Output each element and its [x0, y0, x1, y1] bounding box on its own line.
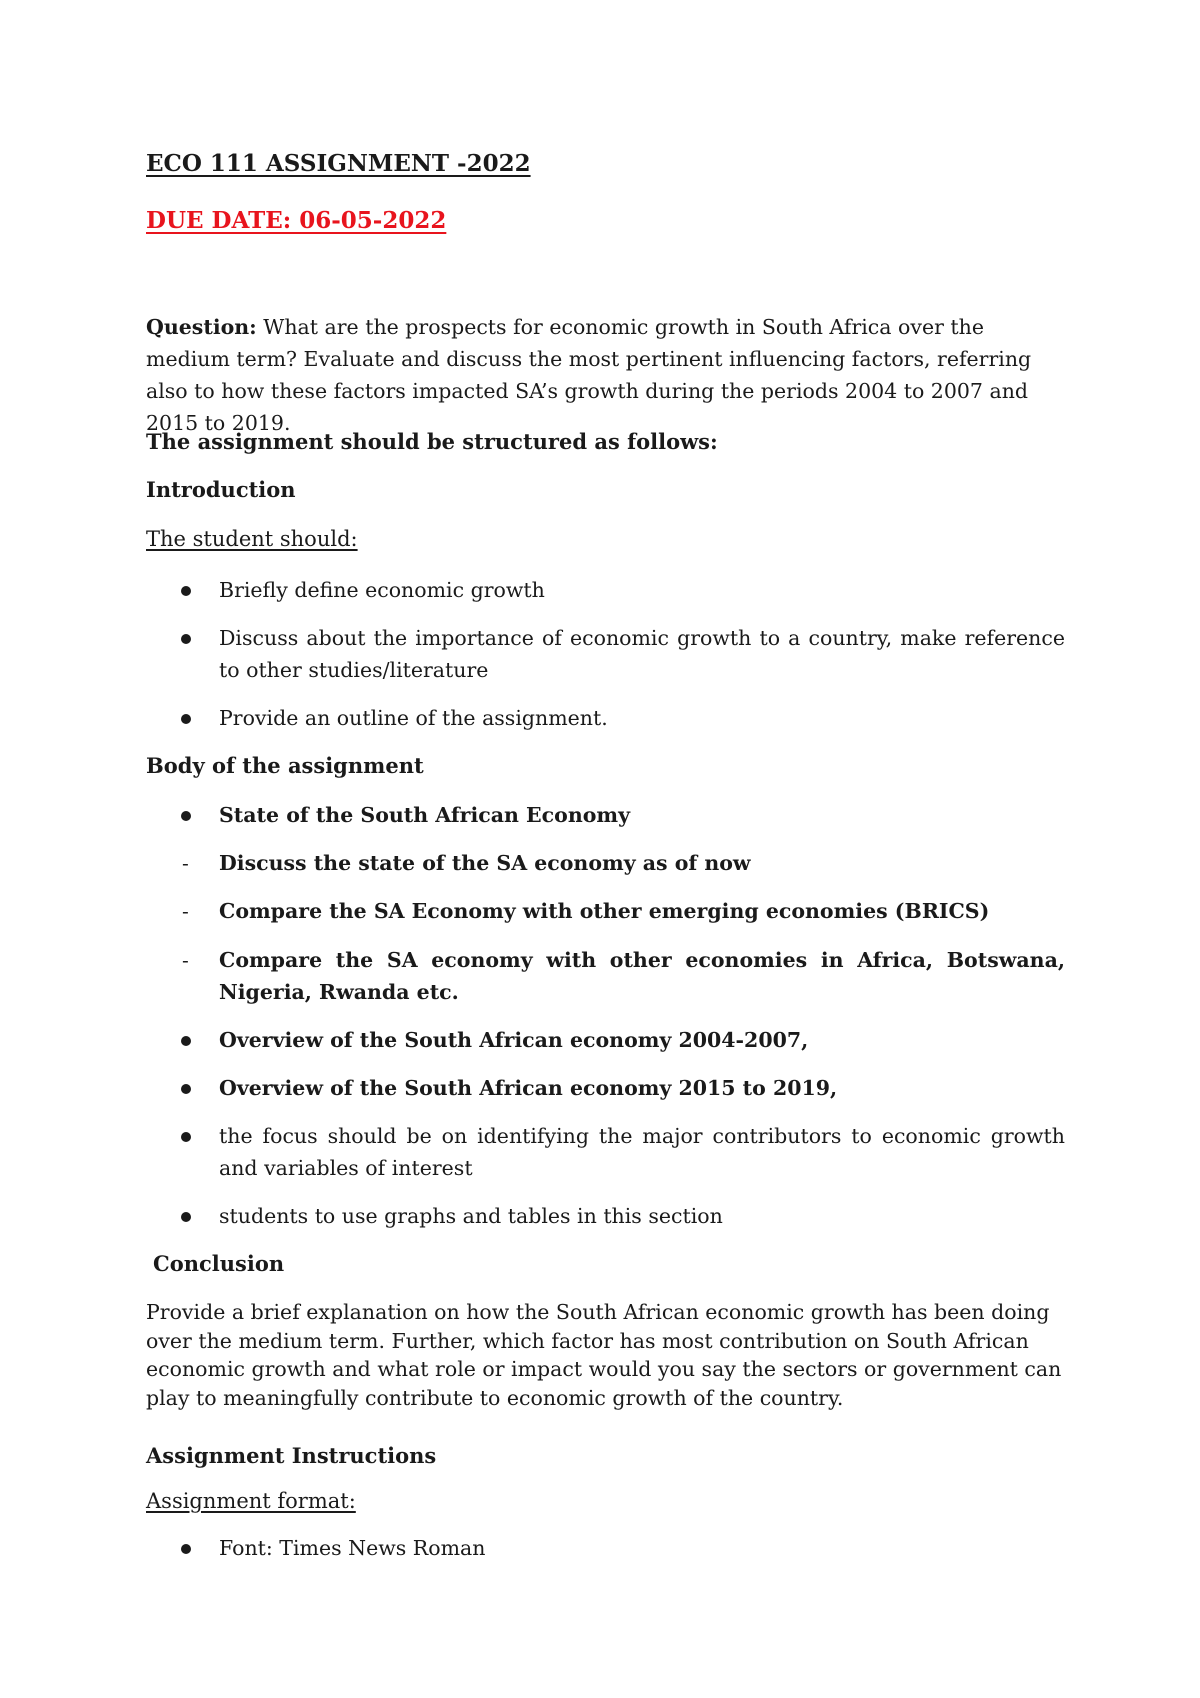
dash-marker: -	[182, 948, 189, 972]
dash-marker: -	[182, 851, 189, 875]
introduction-item: Briefly define economic growth	[219, 578, 545, 602]
bullet-icon	[181, 634, 191, 644]
conclusion-text: Provide a brief explanation on how the South African economic growth has been doing over the medium term. Further, which factor has most contribution on South African economic growth and what role or impact would you say the sectors or government can play to meaningfully contribute to economic growth of the country.	[146, 1300, 1062, 1410]
document-title: ECO 111 ASSIGNMENT -2022	[146, 150, 531, 177]
body-item: students to use graphs and tables in this section	[219, 1204, 723, 1228]
bullet-icon	[181, 714, 191, 724]
instructions-subheading: Assignment format:	[146, 1489, 356, 1513]
body-item: Overview of the South African economy 2015 to 2019,	[219, 1076, 838, 1100]
body-item: the focus should be on identifying the major contributors to economic growth and variables of interest	[219, 1124, 1065, 1180]
bullet-icon	[181, 1132, 191, 1142]
body-item: Discuss the state of the SA economy as of now	[219, 851, 751, 875]
body-item: Compare the SA economy with other economies in Africa, Botswana, Nigeria, Rwanda etc.	[219, 948, 1065, 1004]
introduction-heading: Introduction	[146, 477, 296, 502]
question-label: Question:	[146, 315, 257, 339]
introduction-subheading: The student should:	[146, 527, 358, 551]
bullet-icon	[181, 1212, 191, 1222]
bullet-icon	[181, 586, 191, 596]
body-heading: Body of the assignment	[146, 753, 424, 778]
due-date: DUE DATE: 06-05-2022	[146, 207, 447, 234]
body-item: Compare the SA Economy with other emerging economies (BRICS)	[219, 899, 990, 923]
instructions-heading: Assignment Instructions	[146, 1443, 437, 1468]
introduction-item: Provide an outline of the assignment.	[219, 706, 608, 730]
bullet-icon	[181, 811, 191, 821]
bullet-icon	[181, 1544, 191, 1554]
question-text: What are the prospects for economic growth in South Africa over the medium term? Evaluate and discuss the most pertinent influencing factors, referring also to how these factors impacted SA’s growth during the periods 2004 to 2007 and 2015 to 2019.	[146, 315, 1032, 435]
bullet-icon	[181, 1084, 191, 1094]
introduction-item: Discuss about the importance of economic growth to a country, make reference to other studies/literature	[219, 626, 1065, 682]
body-item: State of the South African Economy	[219, 803, 631, 827]
conclusion-heading: Conclusion	[153, 1251, 285, 1276]
question-paragraph	[146, 311, 1066, 439]
bullet-icon	[181, 1036, 191, 1046]
body-item: Overview of the South African economy 2004-2007,	[219, 1028, 809, 1052]
structure-heading: The assignment should be structured as follows:	[146, 429, 718, 454]
dash-marker: -	[182, 899, 189, 923]
instructions-item: Font: Times News Roman	[219, 1536, 486, 1560]
